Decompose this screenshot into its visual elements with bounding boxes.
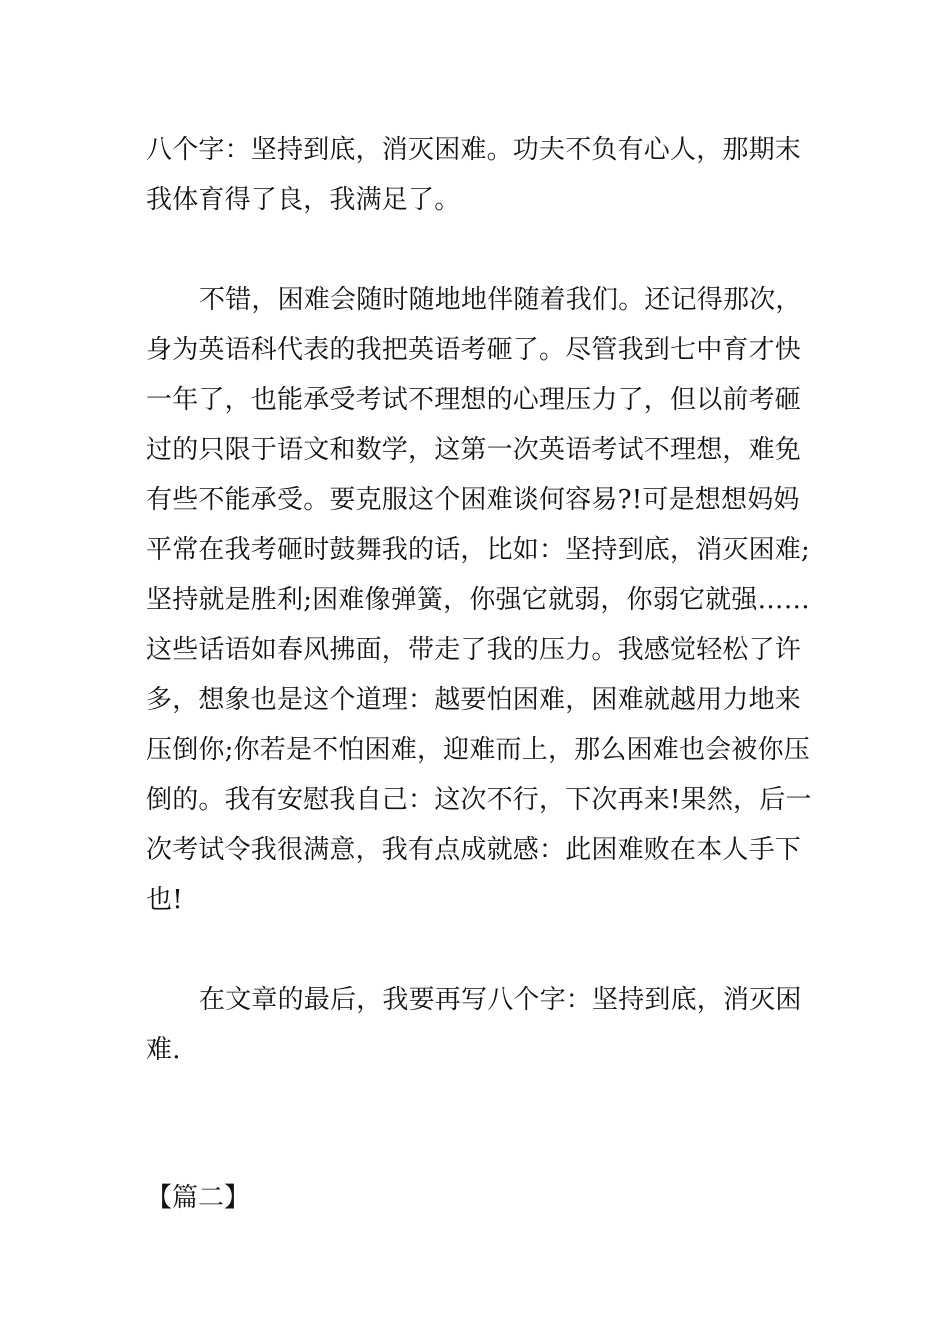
paragraph-2-line-8: 这些话语如春风拂面，带走了我的压力。我感觉轻松了许 (146, 635, 802, 665)
paragraph-3-line-2: 难. (146, 1035, 181, 1065)
paragraph-2-line-4: 过的只限于语文和数学，这第一次英语考试不理想，难免 (146, 435, 802, 465)
paragraph-2-line-9: 多，想象也是这个道理：越要怕困难，困难就越用力地来 (146, 685, 802, 715)
paragraph-2-line-7: 坚持就是胜利;困难像弹簧，你强它就弱，你弱它就强…… (146, 585, 810, 615)
paragraph-2-line-11: 倒的。我有安慰我自己：这次不行，下次再来!果然，后一 (146, 785, 812, 815)
paragraph-2-line-3: 一年了，也能承受考试不理想的心理压力了，但以前考砸 (146, 385, 802, 415)
paragraph-2-line-13: 也! (146, 885, 183, 915)
paragraph-2-line-6: 平常在我考砸时鼓舞我的话，比如：坚持到底，消灭困难; (146, 535, 810, 565)
paragraph-1-line-1: 八个字：坚持到底，消灭困难。功夫不负有心人，那期末 (146, 135, 802, 165)
paragraph-2-line-2: 身为英语科代表的我把英语考砸了。尽管我到七中育才快 (146, 335, 802, 365)
paragraph-2-line-10: 压倒你;你若是不怕困难，迎难而上，那么困难也会被你压 (146, 735, 810, 765)
paragraph-1-line-2: 我体育得了良，我满足了。 (146, 185, 461, 215)
paragraph-2-line-5: 有些不能承受。要克服这个困难谈何容易?!可是想想妈妈 (146, 485, 800, 515)
paragraph-2-line-12: 次考试令我很满意，我有点成就感：此困难败在本人手下 (146, 835, 802, 865)
section-heading: 【篇二】 (146, 1183, 251, 1213)
paragraph-2-line-1: 不错，困难会随时随地地伴随着我们。还记得那次， (199, 285, 802, 315)
paragraph-3-line-1: 在文章的最后，我要再写八个字：坚持到底，消灭困 (199, 985, 802, 1015)
